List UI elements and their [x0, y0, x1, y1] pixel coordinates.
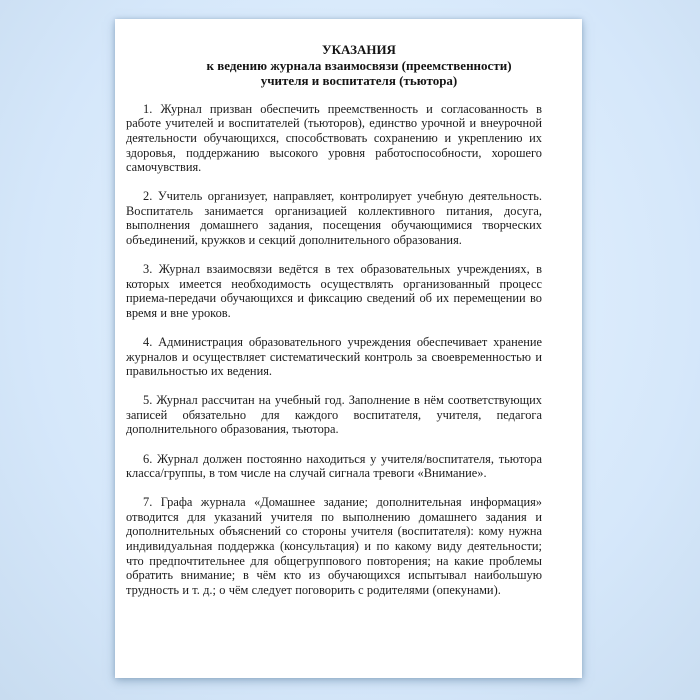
- paragraph-1: 1. Журнал призван обеспечить преемственность и согласованность в работе учителей и воспитателей (тьюторов), единство урочной и внеурочной деятельности обучающихся, способствовать сохранению и укреплению их здоровья, поддержанию высокого уровня работоспособности, хорошего самочувствия.: [126, 101, 542, 175]
- document-content: [115, 19, 582, 597]
- paragraph-5: 5. Журнал рассчитан на учебный год. Заполнение в нём соответствующих записей обязательно для каждого воспитателя, учителя, педагога дополнительного образования, тьютора.: [126, 393, 542, 437]
- paragraph-4: 4. Администрация образовательного учреждения обеспечивает хранение журналов и осуществляет систематический контроль за своевременностью и правильностью их ведения.: [126, 335, 542, 379]
- paragraph-2: 2. Учитель организует, направляет, контролирует учебную деятельность. Воспитатель занимается организацией коллективного питания, досуга, выполнения домашнего задания, посещения обучающимися творческих объединений, кружков и секций дополнительного образования.: [126, 189, 542, 248]
- paragraph-7: 7. Графа журнала «Домашнее задание; дополнительная информация» отводится для указаний учителя по выполнению домашнего задания и дополнительных объяснений со стороны учителя (воспитателя): кому нужна индивидуальная поддержка (консультация) и по какому виду деятельности; что предпочтительнее для общегруппового повторения; на какие проблемы обратить внимание; в чём кто из обучающихся испытывал наибольшую трудность и т. д.; о чём следует поговорить с родителями (опекунами).: [126, 495, 542, 597]
- document-subtitle-line2: учителя и воспитателя (тьютора): [260, 73, 458, 89]
- document-heading: [126, 42, 542, 89]
- paragraph-6: 6. Журнал должен постоянно находиться у учителя/воспитателя, тьютора класса/группы, в том числе на случай сигнала тревоги «Внимание».: [126, 451, 542, 481]
- document-subtitle-line1: к ведению журнала взаимосвязи (преемственности): [206, 57, 512, 73]
- document-page: [115, 19, 582, 678]
- document-title: УКАЗАНИЯ: [322, 42, 396, 57]
- paragraph-3: 3. Журнал взаимосвязи ведётся в тех образовательных учреждениях, в которых имеется необходимость осуществлять организованный процесс приема-передачи обучающихся и фиксацию сведений об их перемещении во время и вне уроков.: [126, 262, 542, 320]
- document-body: [126, 102, 542, 598]
